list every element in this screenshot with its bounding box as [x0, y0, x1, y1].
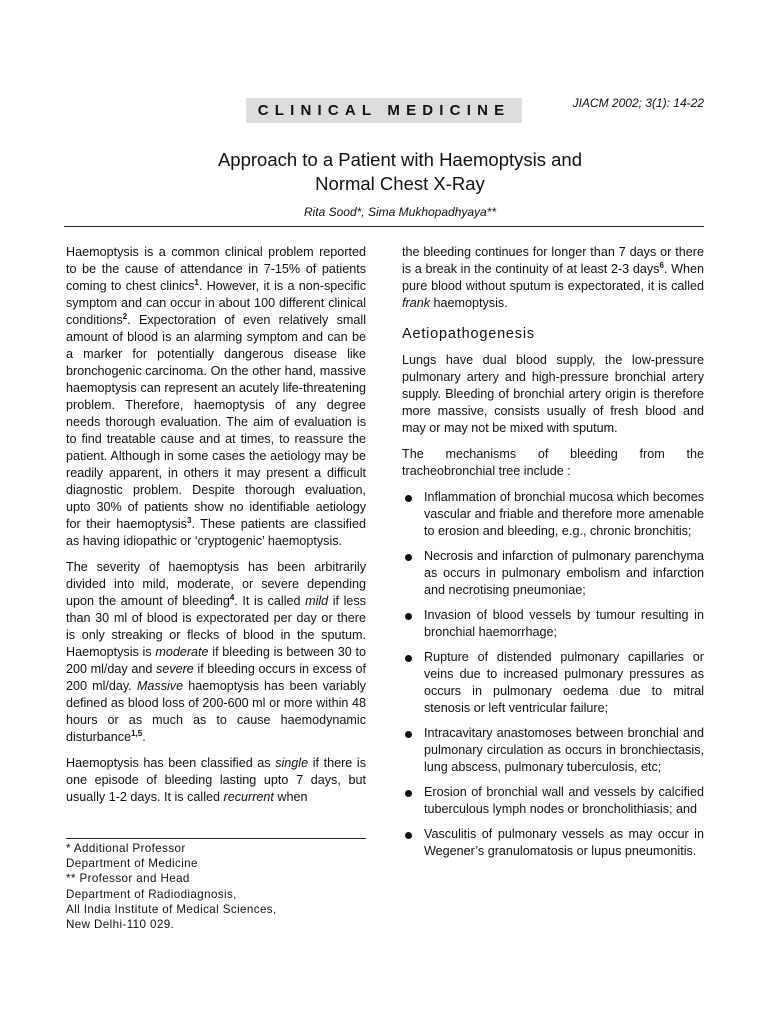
bullet-icon: [405, 832, 412, 839]
list-item: Invasion of blood vessels by tumour resulting in bronchial haemorrhage;: [402, 607, 704, 641]
footnote-line: ** Professor and Head: [66, 872, 190, 886]
paragraph-classification: Haemoptysis has been classified as single if there is one episode of bleeding lasting upto 7 days, but usually 1-2 days. It is called recurrent when: [66, 756, 367, 804]
bullet-icon: [405, 495, 412, 502]
section-heading: Aetiopathogenesis: [402, 326, 535, 342]
paragraph-blood-supply: Lungs have dual blood supply, the low-pressure pulmonary artery and high-pressure bronchial artery supply. Bleeding of bronchial artery origin is therefore more massive, consists usually of fresh blood and may or may not be mixed with sputum.: [402, 353, 704, 435]
bullet-icon: [405, 731, 412, 738]
author-affiliations: [66, 841, 366, 932]
bullet-icon: [405, 655, 412, 662]
authors: Rita Sood*, Sima Mukhopadhyaya**: [303, 205, 497, 219]
list-item: Intracavitary anastomoses between bronchial and pulmonary circulation as occurs in bronchiectasis, lung abscess, pulmonary tuberculosis, etc;: [402, 725, 704, 776]
footnote-line: * Additional Professor: [66, 842, 186, 855]
left-column: [66, 244, 366, 815]
title-line-1: Approach to a Patient with Haemoptysis and: [217, 149, 583, 170]
footnote-line: New Delhi-110 029.: [66, 918, 175, 932]
list-item: Rupture of distended pulmonary capillaries or veins due to increased pulmonary pressures as occurs in pulmonary oedema due to mitral stenosis or left ventricular failure;: [402, 649, 704, 717]
footnote-line: Department of Medicine: [66, 857, 198, 871]
bullet-icon: [405, 554, 412, 561]
mechanisms-list: [402, 489, 704, 860]
header-divider: [64, 226, 704, 227]
footnote-line: Department of Radiodiagnosis,: [66, 887, 237, 901]
footnote-line: All India Institute of Medical Sciences,: [66, 902, 277, 916]
paragraph-intro: Haemoptysis is a common clinical problem reported to be the cause of attendance in 7-15% of patients coming to chest clinics$^1$. However, it is a non-specific symptom and can occur in about 100 different clinical conditions$^2$. Expectoration of even relatively small amount of blood is an alarming symptom and can be a marker for potentially dangerous disease like bronchogenic carcinoma. On the other hand, massive haemoptysis can represent an acutely life-threatening problem. Therefore, haemoptysis of any degree needs thorough evaluation. The aim of evaluation is to find treatable cause and at times, to reassure the patient. Although in some cases the aetiology may be readily apparent, in others it may present a difficult diagnostic problem. Despite thorough evaluation, upto 30% of patients show no identifiable aetiology for their haemoptysis$^3$. These patients are classified as having idiopathic or ‘cryptogenic’ haemoptysis.: [66, 245, 366, 548]
list-item: Erosion of bronchial wall and vessels by calcified tuberculous lymph nodes or broncholithiasis; and: [402, 784, 704, 818]
journal-citation: JIACM 2002; 3(1): 14-22: [572, 96, 704, 110]
paragraph-mechanisms-intro: The mechanisms of bleeding from the tracheobronchial tree include :: [402, 447, 704, 478]
bullet-icon: [405, 790, 412, 797]
section-label: CLINICAL MEDICINE: [246, 98, 522, 123]
paragraph-severity: The severity of haemoptysis has been arbitrarily divided into mild, moderate, or severe depending upon the amount of bleeding$^4$. It is called mild if less than 30 ml of blood is expectorated per day or there is only streaking or flecks of blood in the sputum. Haemoptysis is moderate if bleeding is between 30 to 200 ml/day and severe if bleeding occurs in excess of 200 ml/day. Massive haemoptysis has been variably defined as blood loss of 200-600 ml or more within 48 hours or as much as to cause haemodynamic disturbance$^{1,5}$.: [66, 560, 366, 744]
bullet-icon: [405, 613, 412, 620]
paragraph-frank-haemoptysis: the bleeding continues for longer than 7 days or there is a break in the continuity of at least 2-3 days$^6$. When pure blood without sputum is expectorated, it is called frank haemoptysis.: [402, 245, 704, 310]
list-item: Vasculitis of pulmonary vessels as may occur in Wegener’s granulomatosis or lupus pneumonitis.: [402, 826, 704, 860]
list-item: Inflammation of bronchial mucosa which becomes vascular and friable and therefore more amenable to erosion and bleeding, e.g., chronic bronchitis;: [402, 489, 704, 540]
article-title: [120, 148, 680, 196]
right-column: [402, 244, 704, 868]
list-item: Necrosis and infarction of pulmonary parenchyma as occurs in pulmonary embolism and infarction and necrotising pneumoniae;: [402, 548, 704, 599]
footnote-divider: [66, 838, 366, 839]
title-line-2: Normal Chest X-Ray: [315, 173, 485, 194]
